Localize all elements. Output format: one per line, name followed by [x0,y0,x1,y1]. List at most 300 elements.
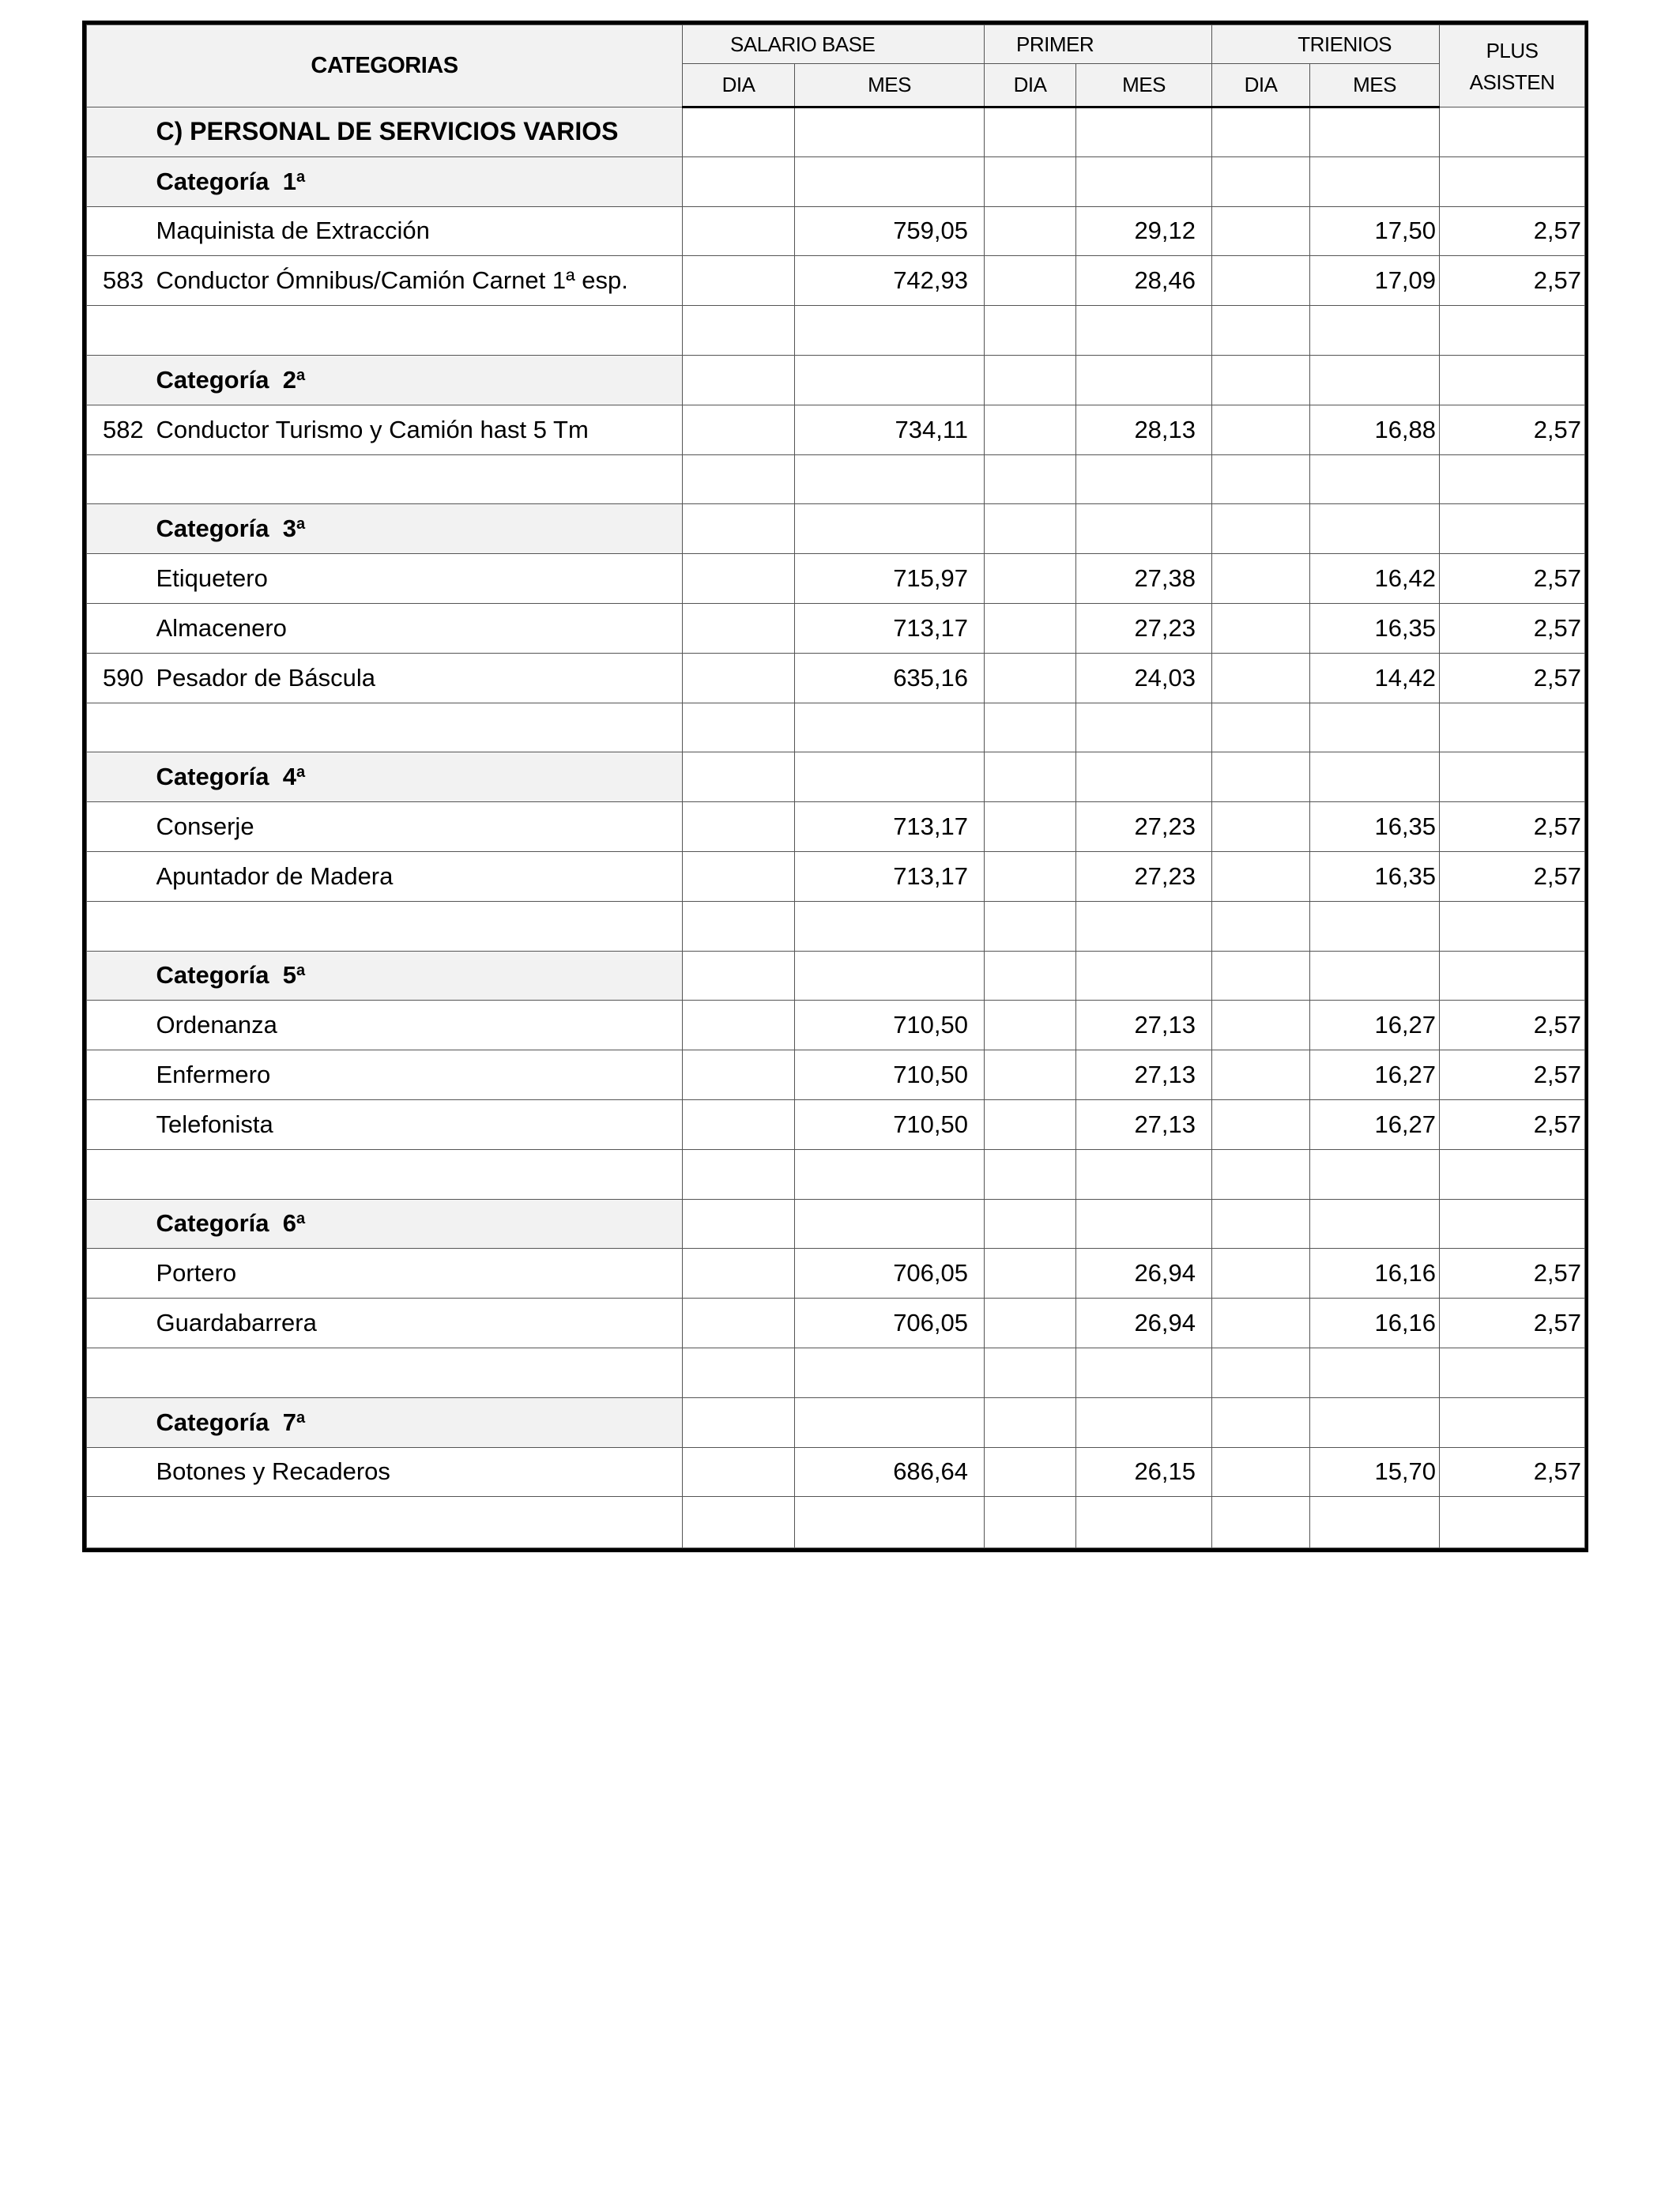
primer-mes-value: 26,15 [1076,1447,1212,1497]
table-row [87,1050,1585,1100]
empty-cell [985,504,1076,554]
empty-cell [795,752,985,802]
empty-cell [156,1149,683,1199]
primer-mes-value: 29,12 [1076,206,1212,256]
empty-cell [683,1199,795,1249]
empty-cell [683,1149,795,1199]
salario-dia-cell [683,1050,795,1100]
job-name: Telefonista [156,1099,683,1149]
job-name: Pesador de Báscula [156,653,683,703]
plus-asisten-value: 2,57 [1440,256,1585,306]
primer-mes-value: 27,13 [1076,1050,1212,1100]
primer-dia-cell [985,802,1076,852]
empty-cell [1310,1348,1440,1397]
empty-cell [1076,306,1212,356]
job-name: Maquinista de Extracción [156,206,683,256]
empty-cell [683,156,795,206]
empty-cell [985,1149,1076,1199]
empty-cell [1310,1199,1440,1249]
job-code [87,1099,156,1149]
empty-cell [1212,752,1310,802]
salario-mes-value: 759,05 [795,206,985,256]
primer-mes-value: 28,46 [1076,256,1212,306]
plus-asisten-value: 2,57 [1440,653,1585,703]
empty-cell [1212,156,1310,206]
category-code-cell [87,951,156,1001]
primer-mes-value: 27,23 [1076,851,1212,901]
category-code-cell [87,156,156,206]
category-code-cell [87,752,156,802]
job-code: 583 [87,256,156,306]
table-row [87,802,1585,852]
category-row [87,504,1585,554]
salario-mes-value: 706,05 [795,1249,985,1299]
plus-asisten-value: 2,57 [1440,603,1585,653]
empty-cell [1310,156,1440,206]
primer-dia-cell [985,554,1076,604]
empty-cell [156,306,683,356]
primer-mes-value: 24,03 [1076,653,1212,703]
table-row [87,1447,1585,1497]
job-code [87,1001,156,1050]
job-code [87,603,156,653]
trienios-mes-value: 14,42 [1310,653,1440,703]
header-trienios: TRIENIOS [1212,25,1440,64]
job-name: Conserje [156,802,683,852]
empty-cell [156,703,683,752]
category-ordinal: a [296,1210,306,1228]
table-row [87,206,1585,256]
empty-cell [1212,703,1310,752]
plus-asisten-value: 2,57 [1440,1001,1585,1050]
empty-cell [87,454,156,504]
empty-cell [1212,306,1310,356]
empty-cell [1310,703,1440,752]
empty-cell [795,454,985,504]
primer-mes-value: 28,13 [1076,405,1212,454]
job-name: Guardabarrera [156,1299,683,1348]
empty-cell [1310,1497,1440,1548]
blank-row [87,1348,1585,1397]
salario-dia-cell [683,554,795,604]
salario-dia-cell [683,653,795,703]
empty-cell [1310,1397,1440,1447]
empty-cell [1212,1497,1310,1548]
primer-dia-cell [985,405,1076,454]
trienios-mes-value: 17,09 [1310,256,1440,306]
salario-dia-cell [683,1099,795,1149]
empty-cell [795,951,985,1001]
trienios-mes-value: 16,35 [1310,802,1440,852]
category-heading [156,1199,683,1249]
table-row [87,405,1585,454]
trienios-dia-cell [1212,405,1310,454]
empty-cell [87,1497,156,1548]
job-name: Ordenanza [156,1001,683,1050]
category-label: Categoría [156,1209,269,1238]
empty-cell [985,1348,1076,1397]
category-label: Categoría [156,167,269,195]
empty-cell [1310,752,1440,802]
salario-mes-value: 713,17 [795,802,985,852]
empty-cell [1440,951,1585,1001]
empty-cell [1310,306,1440,356]
empty-cell [1440,1497,1585,1548]
salario-dia-cell [683,206,795,256]
primer-dia-cell [985,1050,1076,1100]
header-primer-mes: MES [1076,64,1212,107]
table-row [87,851,1585,901]
primer-dia-cell [985,256,1076,306]
empty-cell [1440,1397,1585,1447]
table-row [87,554,1585,604]
category-ordinal: a [296,1408,306,1427]
category-row [87,355,1585,405]
primer-dia-cell [985,653,1076,703]
salario-dia-cell [683,1447,795,1497]
category-row [87,1199,1585,1249]
salario-dia-cell [683,405,795,454]
category-code-cell [87,1397,156,1447]
header-plus-asisten [1440,25,1585,107]
trienios-dia-cell [1212,206,1310,256]
trienios-mes-value: 16,35 [1310,851,1440,901]
category-number: 4 [282,763,296,791]
empty-cell [683,1497,795,1548]
trienios-mes-value: 16,35 [1310,603,1440,653]
trienios-mes-value: 17,50 [1310,206,1440,256]
plus-asisten-value: 2,57 [1440,851,1585,901]
empty-cell [1212,1149,1310,1199]
table-row [87,603,1585,653]
category-code-cell [87,355,156,405]
category-ordinal: a [296,168,306,186]
table-row [87,1249,1585,1299]
job-name: Apuntador de Madera [156,851,683,901]
plus-asisten-value: 2,57 [1440,1447,1585,1497]
salario-dia-cell [683,256,795,306]
empty-cell [795,156,985,206]
empty-cell [1440,1199,1585,1249]
job-code [87,1249,156,1299]
empty-cell [683,107,795,157]
table-row [87,653,1585,703]
salario-dia-cell [683,1299,795,1348]
empty-cell [1310,454,1440,504]
category-ordinal: a [296,763,306,782]
plus-asisten-value: 2,57 [1440,554,1585,604]
empty-cell [1076,504,1212,554]
trienios-dia-cell [1212,653,1310,703]
header-primer-dia: DIA [985,64,1076,107]
job-code [87,206,156,256]
trienios-mes-value: 16,27 [1310,1050,1440,1100]
category-label: Categoría [156,515,269,543]
plus-asisten-value: 2,57 [1440,405,1585,454]
empty-cell [985,1497,1076,1548]
category-code-cell [87,1199,156,1249]
empty-cell [1076,355,1212,405]
salario-mes-value: 710,50 [795,1001,985,1050]
category-heading [156,156,683,206]
job-name: Etiquetero [156,554,683,604]
job-name: Botones y Recaderos [156,1447,683,1497]
salario-mes-value: 715,97 [795,554,985,604]
category-label: Categoría [156,763,269,791]
primer-dia-cell [985,206,1076,256]
primer-mes-value: 27,13 [1076,1001,1212,1050]
category-heading [156,355,683,405]
header-plus-line2: ASISTEN [1469,70,1555,94]
primer-dia-cell [985,851,1076,901]
primer-mes-value: 27,23 [1076,802,1212,852]
header-salario-base: SALARIO BASE [683,25,985,64]
plus-asisten-value: 2,57 [1440,802,1585,852]
salary-table-frame [82,21,1588,1552]
empty-cell [683,951,795,1001]
empty-cell [87,1348,156,1397]
table-row [87,1001,1585,1050]
empty-cell [1212,107,1310,157]
trienios-dia-cell [1212,802,1310,852]
empty-cell [683,355,795,405]
plus-asisten-value: 2,57 [1440,1099,1585,1149]
empty-cell [1440,1348,1585,1397]
trienios-dia-cell [1212,1001,1310,1050]
empty-cell [795,1149,985,1199]
trienios-mes-value: 16,42 [1310,554,1440,604]
category-label: Categoría [156,961,269,990]
trienios-dia-cell [1212,851,1310,901]
empty-cell [87,901,156,951]
blank-row [87,1149,1585,1199]
trienios-dia-cell [1212,1447,1310,1497]
empty-cell [985,306,1076,356]
empty-cell [1212,1348,1310,1397]
trienios-dia-cell [1212,603,1310,653]
header-primer: PRIMER [985,25,1212,64]
trienios-mes-value: 16,27 [1310,1001,1440,1050]
category-number: 3 [282,515,296,543]
empty-cell [985,1199,1076,1249]
empty-cell [1310,1149,1440,1199]
empty-cell [1212,1199,1310,1249]
empty-cell [985,752,1076,802]
blank-row [87,901,1585,951]
category-heading [156,504,683,554]
job-code [87,1299,156,1348]
primer-dia-cell [985,603,1076,653]
empty-cell [1440,107,1585,157]
trienios-mes-value: 15,70 [1310,1447,1440,1497]
empty-cell [985,1397,1076,1447]
trienios-mes-value: 16,16 [1310,1249,1440,1299]
empty-cell [1212,504,1310,554]
category-label: Categoría [156,365,269,394]
salario-mes-value: 635,16 [795,653,985,703]
salario-dia-cell [683,802,795,852]
category-number: 7 [282,1408,296,1436]
empty-cell [1212,454,1310,504]
trienios-dia-cell [1212,1099,1310,1149]
category-code-cell [87,504,156,554]
job-name: Conductor Ómnibus/Camión Carnet 1ª esp. [156,256,683,306]
empty-cell [1310,901,1440,951]
trienios-mes-value: 16,16 [1310,1299,1440,1348]
job-code: 590 [87,653,156,703]
header-salario-mes: MES [795,64,985,107]
category-row [87,752,1585,802]
job-name: Almacenero [156,603,683,653]
empty-cell [795,504,985,554]
plus-asisten-value: 2,57 [1440,206,1585,256]
empty-cell [1440,752,1585,802]
category-number: 6 [282,1209,296,1238]
empty-cell [1076,1397,1212,1447]
category-number: 1 [282,167,296,195]
empty-cell [683,1348,795,1397]
table-row [87,256,1585,306]
empty-cell [1440,306,1585,356]
salary-table [86,25,1585,1548]
salario-mes-value: 686,64 [795,1447,985,1497]
empty-cell [1076,752,1212,802]
empty-cell [683,901,795,951]
empty-cell [795,306,985,356]
empty-cell [985,951,1076,1001]
empty-cell [1440,703,1585,752]
section-title: C) PERSONAL DE SERVICIOS VARIOS [156,107,683,157]
blank-row [87,454,1585,504]
salario-mes-value: 710,50 [795,1050,985,1100]
category-ordinal: a [296,962,306,980]
empty-cell [1440,156,1585,206]
category-row [87,1397,1585,1447]
salario-dia-cell [683,1249,795,1299]
trienios-mes-value: 16,27 [1310,1099,1440,1149]
empty-cell [156,454,683,504]
empty-cell [1310,107,1440,157]
empty-cell [1440,355,1585,405]
header-plus-line1: PLUS [1486,38,1539,62]
category-heading [156,1397,683,1447]
job-code [87,1050,156,1100]
salario-dia-cell [683,851,795,901]
empty-cell [1310,504,1440,554]
trienios-dia-cell [1212,256,1310,306]
category-label: Categoría [156,1408,269,1436]
empty-cell [87,306,156,356]
primer-dia-cell [985,1299,1076,1348]
empty-cell [795,107,985,157]
empty-cell [985,156,1076,206]
empty-cell [1440,901,1585,951]
job-code [87,1447,156,1497]
empty-cell [795,1497,985,1548]
empty-cell [1212,951,1310,1001]
job-code [87,554,156,604]
empty-cell [683,454,795,504]
table-row [87,1299,1585,1348]
salario-mes-value: 706,05 [795,1299,985,1348]
empty-cell [795,355,985,405]
section-row [87,107,1585,157]
empty-cell [156,1497,683,1548]
trienios-dia-cell [1212,1249,1310,1299]
salario-mes-value: 713,17 [795,603,985,653]
job-name: Portero [156,1249,683,1299]
empty-cell [1440,454,1585,504]
empty-cell [87,1149,156,1199]
empty-cell [1076,1199,1212,1249]
empty-cell [156,1348,683,1397]
category-number: 2 [282,365,296,394]
salario-mes-value: 710,50 [795,1099,985,1149]
empty-cell [683,752,795,802]
trienios-dia-cell [1212,554,1310,604]
empty-cell [683,1397,795,1447]
primer-dia-cell [985,1099,1076,1149]
empty-cell [683,306,795,356]
empty-cell [1076,454,1212,504]
job-name: Enfermero [156,1050,683,1100]
plus-asisten-value: 2,57 [1440,1299,1585,1348]
empty-cell [1076,1348,1212,1397]
primer-mes-value: 27,13 [1076,1099,1212,1149]
salario-dia-cell [683,1001,795,1050]
empty-cell [683,504,795,554]
category-ordinal: a [296,366,306,384]
primer-mes-value: 27,23 [1076,603,1212,653]
plus-asisten-value: 2,57 [1440,1050,1585,1100]
primer-dia-cell [985,1001,1076,1050]
empty-cell [1212,355,1310,405]
category-heading [156,951,683,1001]
empty-cell [795,1199,985,1249]
empty-cell [1076,951,1212,1001]
job-name: Conductor Turismo y Camión hast 5 Tm [156,405,683,454]
empty-cell [985,703,1076,752]
empty-cell [795,1397,985,1447]
empty-cell [1076,901,1212,951]
empty-cell [87,703,156,752]
empty-cell [985,355,1076,405]
blank-row [87,306,1585,356]
primer-dia-cell [985,1447,1076,1497]
category-row [87,156,1585,206]
empty-cell [985,454,1076,504]
empty-cell [1212,901,1310,951]
empty-cell [156,901,683,951]
header-trienios-mes: MES [1310,64,1440,107]
salario-mes-value: 713,17 [795,851,985,901]
blank-row [87,1497,1585,1548]
header-categorias: CATEGORIAS [87,25,683,107]
category-heading [156,752,683,802]
salario-mes-value: 742,93 [795,256,985,306]
trienios-dia-cell [1212,1299,1310,1348]
empty-cell [795,703,985,752]
header-salario-dia: DIA [683,64,795,107]
empty-cell [1212,1397,1310,1447]
job-code [87,802,156,852]
trienios-mes-value: 16,88 [1310,405,1440,454]
salario-mes-value: 734,11 [795,405,985,454]
empty-cell [795,1348,985,1397]
empty-cell [1310,355,1440,405]
empty-cell [1440,504,1585,554]
empty-cell [795,901,985,951]
